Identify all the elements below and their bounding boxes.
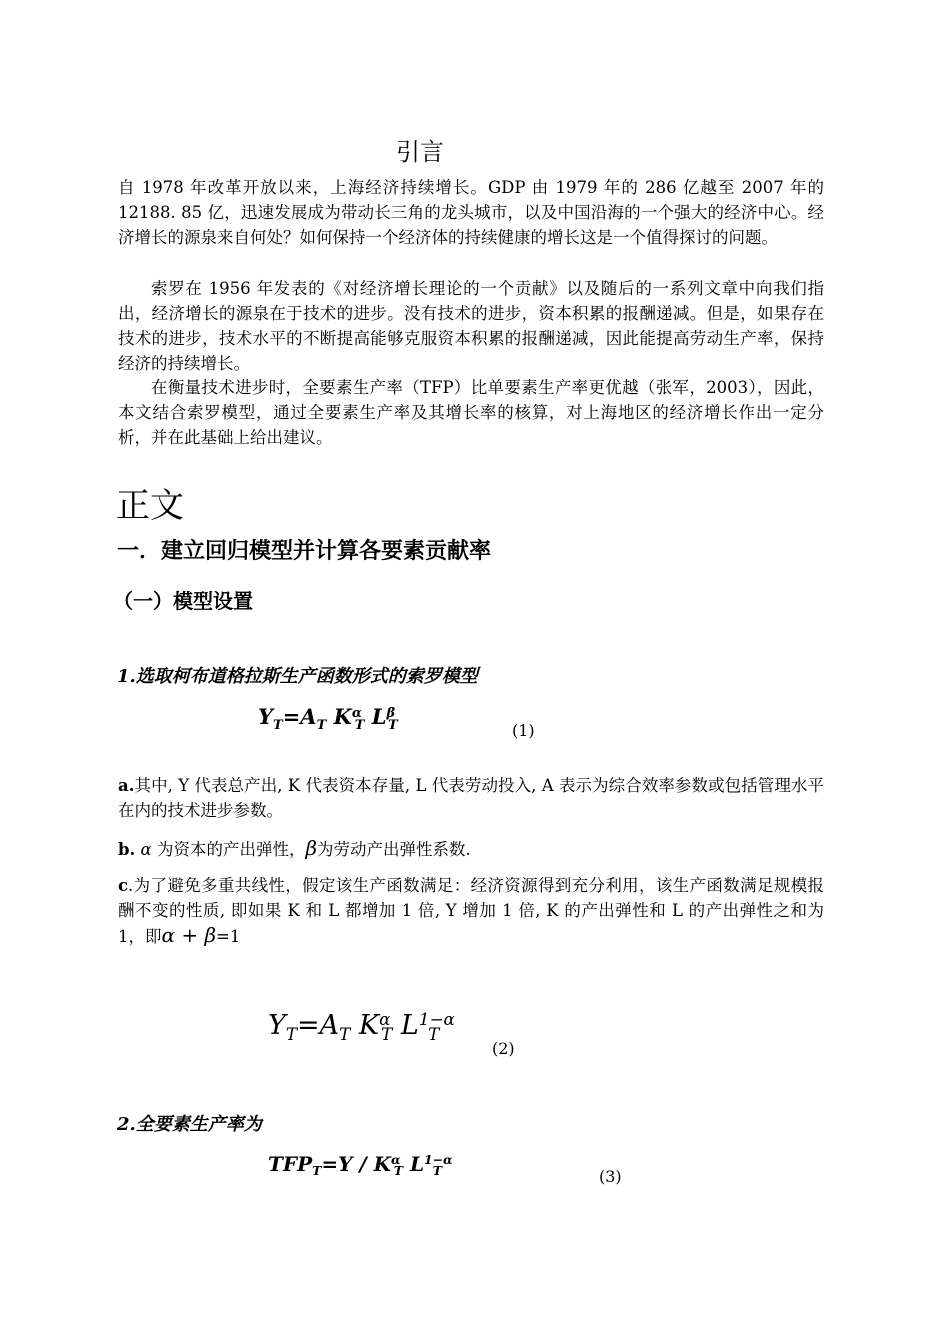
note-a-text: 其中, Y 代表总产出, K 代表资本存量, L 代表劳动投入, A 表示为综合效率参数或包括管理水平在内的技术进步参数。 bbox=[118, 776, 824, 820]
note-a bbox=[118, 773, 824, 823]
subsection-heading-1: （一）模型设置 bbox=[113, 589, 253, 613]
intro-paragraph-2: 索罗在 1956 年发表的《对经济增长理论的一个贡献》以及随后的一系列文章中向我们指出，经济增长的源泉在于技术的进步。没有技术的进步，资本积累的报酬递减。但是，如果存在技术的进步，技术水平的不断提高能够克服资本积累的报酬递减，因此能提高劳动生产率，保持经济的持续增长。 bbox=[118, 279, 824, 373]
note-c-tail: =1 bbox=[216, 927, 241, 946]
body-heading: 正文 bbox=[116, 486, 184, 526]
note-a-label: a. bbox=[118, 776, 135, 795]
formula-2-number: (2) bbox=[492, 1039, 515, 1058]
note-b-label: b. bbox=[118, 840, 136, 859]
item-title-1: 1.选取柯布道格拉斯生产函数形式的索罗模型 bbox=[117, 666, 478, 687]
formula-2: $Y_T=A_T$ $K^\alpha_T$ $L^{1-\alpha}_T$ bbox=[268, 1008, 455, 1044]
intro-paragraph-1: 自 1978 年改革开放以来，上海经济持续增长。GDP 由 1979 年的 286 亿越至 2007 年的 12188. 85 亿，迅速发展成为带动长三角的龙头城市，以及中国沿海的一个强大的经济中心。经济增长的源泉来自何处？如何保持一个经济体的持续健康的增长这是一个值得探讨的问题。 bbox=[118, 178, 824, 247]
note-c-text: .为了避免多重共线性，假定该生产函数满足：经济资源得到充分利用，该生产函数满足规模报酬不变的性质, 即如果 K 和 L 都增加 1 倍, Y 增加 1 倍, K 的产出弹性和 L 的产出弹性之和为 1，即 bbox=[118, 876, 824, 946]
intro-paragraph-3: 在衡量技术进步时，全要素生产率（TFP）比单要素生产率更优越（张军，2003），因此，本文结合索罗模型，通过全要素生产率及其增长率的核算，对上海地区的经济增长作出一定分析，并在此基础上给出建议。 bbox=[118, 378, 824, 447]
note-b-alpha-text: 为资本的产出弹性， bbox=[156, 840, 306, 859]
note-c bbox=[118, 873, 824, 949]
formula-3-number: (3) bbox=[599, 1167, 622, 1186]
alpha-plus-beta: α + β bbox=[161, 923, 217, 947]
note-b bbox=[118, 836, 824, 862]
beta-symbol: β bbox=[305, 836, 318, 860]
note-b-beta-text: 为劳动产出弹性系数. bbox=[317, 840, 471, 859]
alpha-symbol: α bbox=[140, 840, 152, 859]
item-title-2: 2.全要素生产率为 bbox=[117, 1114, 262, 1135]
intro-title: 引言 bbox=[396, 138, 444, 166]
formula-1: $Y_T=A_T$ $K^\alpha_T$ $L^\beta_T$ bbox=[258, 704, 398, 733]
section-heading-1: 一．建立回归模型并计算各要素贡献率 bbox=[117, 539, 492, 564]
note-c-label: c bbox=[118, 876, 129, 895]
formula-1-number: (1) bbox=[512, 721, 535, 740]
formula-3: $TFP_T=Y / K^\alpha_T$ $L^{1-\alpha}_T$ bbox=[268, 1152, 453, 1179]
